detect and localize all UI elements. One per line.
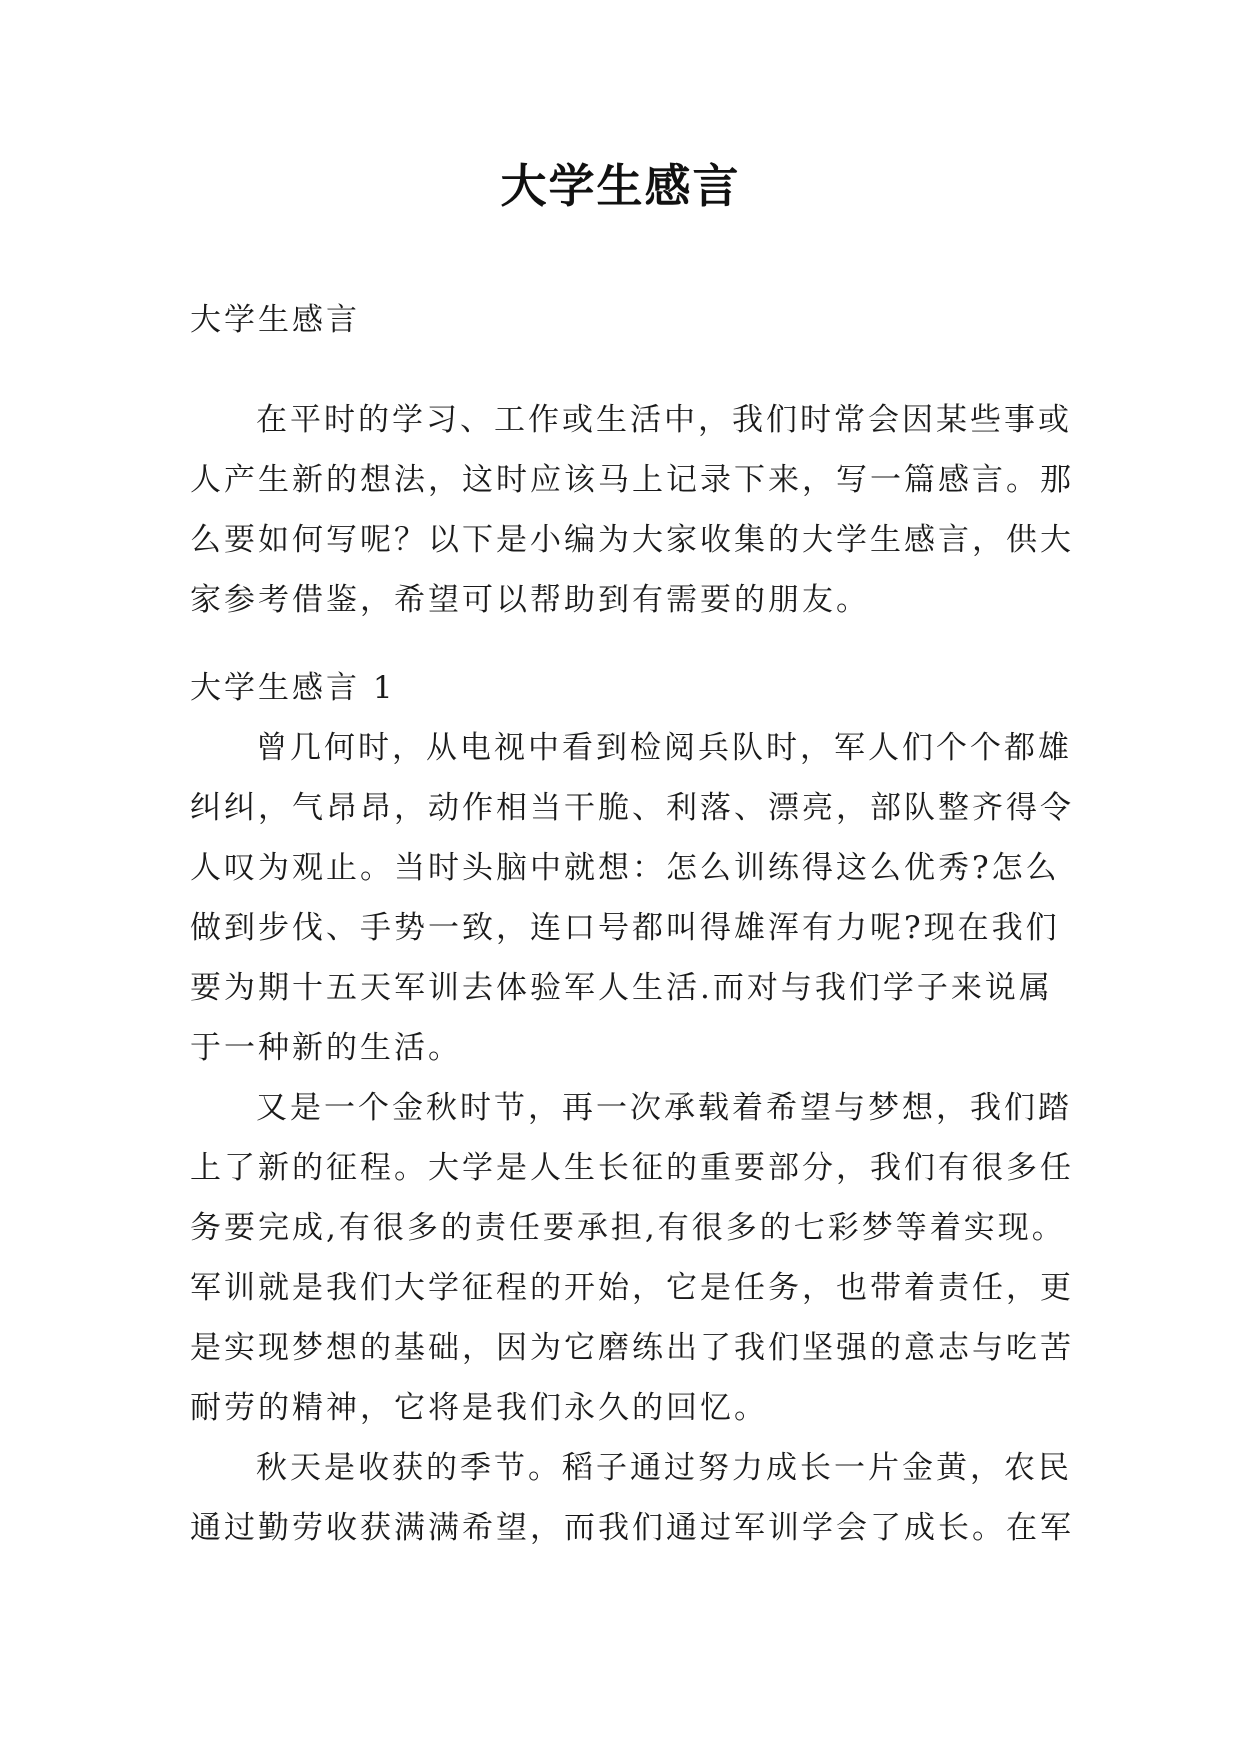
paragraph-line: 人产生新的想法，这时应该马上记录下来，写一篇感言。那 xyxy=(190,462,1074,498)
paragraph-line: 秋天是收获的季节。稻子通过努力成长一片金黄，农民 xyxy=(256,1450,1072,1486)
paragraph-line: 做到步伐、手势一致，连口号都叫得雄浑有力呢?现在我们 xyxy=(190,910,1060,946)
document-title: 大学生感言 xyxy=(500,159,741,213)
intro-paragraph xyxy=(190,390,1074,630)
paragraph-line: 务要完成,有很多的责任要承担,有很多的七彩梦等着实现。 xyxy=(190,1210,1066,1246)
paragraph-line: 人叹为观止。当时头脑中就想：怎么训练得这么优秀?怎么 xyxy=(190,850,1060,886)
paragraph-line: 耐劳的精神，它将是我们永久的回忆。 xyxy=(190,1390,768,1426)
paragraph-2 xyxy=(190,1078,1074,1438)
paragraph-line: 军训就是我们大学征程的开始，它是任务，也带着责任，更 xyxy=(190,1270,1074,1306)
paragraph-line: 么要如何写呢？以下是小编为大家收集的大学生感言，供大 xyxy=(190,522,1074,558)
paragraph-3 xyxy=(190,1438,1074,1558)
paragraph-line: 在平时的学习、工作或生活中，我们时常会因某些事或 xyxy=(256,402,1072,438)
paragraph-line: 家参考借鉴，希望可以帮助到有需要的朋友。 xyxy=(190,582,870,618)
paragraph-line: 上了新的征程。大学是人生长征的重要部分，我们有很多任 xyxy=(190,1150,1074,1186)
paragraph-line: 曾几何时，从电视中看到检阅兵队时，军人们个个都雄 xyxy=(256,730,1072,766)
paragraph-line: 是实现梦想的基础，因为它磨练出了我们坚强的意志与吃苦 xyxy=(190,1330,1074,1366)
paragraph-line: 要为期十五天军训去体验军人生活.而对与我们学子来说属 xyxy=(190,970,1053,1006)
subtitle: 大学生感言 xyxy=(190,302,360,338)
paragraph-line: 纠纠，气昂昂，动作相当干脆、利落、漂亮，部队整齐得令 xyxy=(190,790,1074,826)
section-heading: 大学生感言 1 xyxy=(190,670,396,706)
spacer xyxy=(190,630,1050,658)
paragraph-line: 于一种新的生活。 xyxy=(190,1030,462,1066)
paragraph-1 xyxy=(190,718,1074,1078)
document-body xyxy=(190,290,1074,1558)
paragraph-line: 又是一个金秋时节，再一次承载着希望与梦想，我们踏 xyxy=(256,1090,1072,1126)
paragraph-line: 通过勤劳收获满满希望，而我们通过军训学会了成长。在军 xyxy=(190,1510,1074,1546)
